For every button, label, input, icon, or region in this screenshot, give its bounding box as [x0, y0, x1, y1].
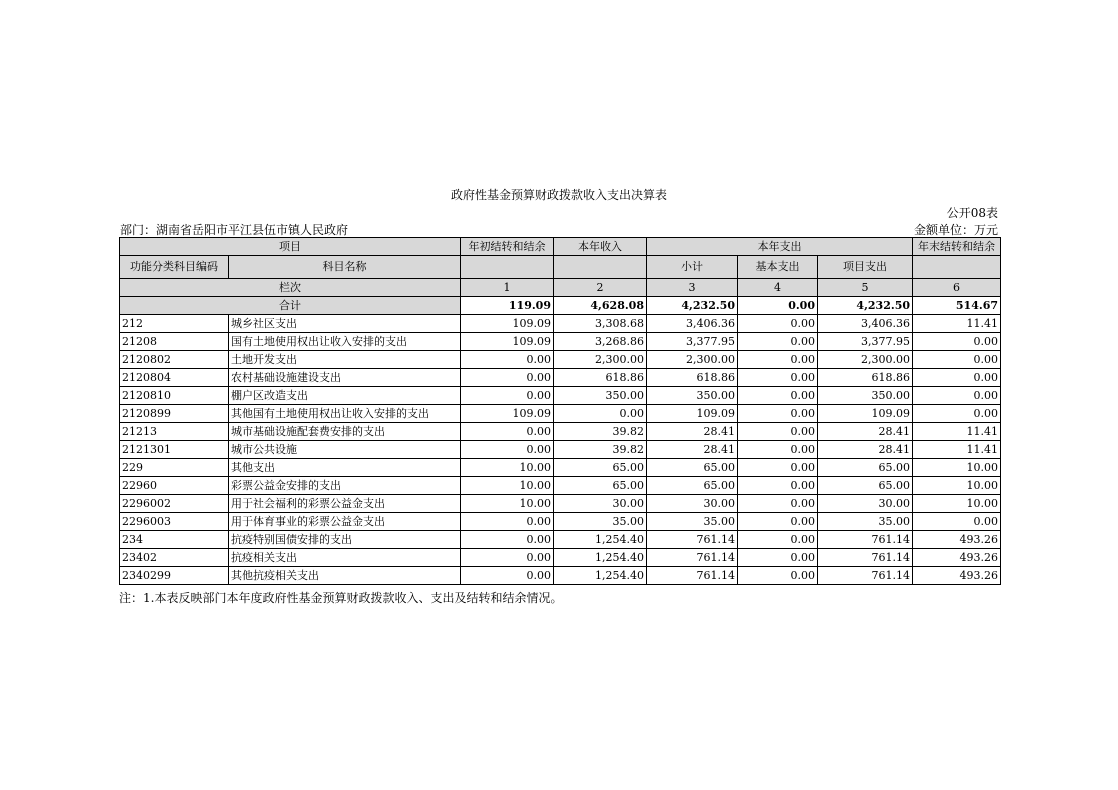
col-income: 本年收入 [554, 238, 647, 256]
row-value: 11.41 [913, 315, 1001, 333]
row-value: 493.26 [913, 567, 1001, 585]
total-label: 合计 [120, 297, 461, 315]
row-code: 2120804 [120, 369, 229, 387]
row-name: 其他国有土地使用权出让收入安排的支出 [229, 405, 461, 423]
row-value: 350.00 [647, 387, 738, 405]
row-name: 土地开发支出 [229, 351, 461, 369]
amount-unit-label: 金额单位：万元 [913, 223, 998, 237]
row-value: 0.00 [738, 459, 818, 477]
row-value: 761.14 [818, 531, 913, 549]
total-value: 119.09 [461, 297, 554, 315]
budget-table [119, 237, 1001, 585]
total-value: 0.00 [738, 297, 818, 315]
col-end-balance: 年末结转和结余 [913, 238, 1001, 256]
row-value: 0.00 [461, 423, 554, 441]
row-code: 2296003 [120, 513, 229, 531]
table-row [120, 423, 1001, 441]
row-code: 234 [120, 531, 229, 549]
row-code: 2121301 [120, 441, 229, 459]
row-value: 30.00 [554, 495, 647, 513]
row-value: 1,254.40 [554, 531, 647, 549]
row-value: 761.14 [818, 549, 913, 567]
row-value: 109.09 [647, 405, 738, 423]
row-value: 0.00 [738, 423, 818, 441]
row-value: 109.09 [461, 333, 554, 351]
table-row [120, 441, 1001, 459]
row-code: 2120810 [120, 387, 229, 405]
row-value: 10.00 [461, 459, 554, 477]
row-code: 2120899 [120, 405, 229, 423]
row-value: 10.00 [461, 477, 554, 495]
row-code: 21213 [120, 423, 229, 441]
row-value: 65.00 [647, 477, 738, 495]
row-value: 2,300.00 [647, 351, 738, 369]
row-code: 21208 [120, 333, 229, 351]
seq-number: 4 [738, 279, 818, 297]
row-value: 618.86 [554, 369, 647, 387]
report-title: 政府性基金预算财政拨款收入支出决算表 [450, 188, 667, 202]
row-value: 0.00 [913, 387, 1001, 405]
row-value: 35.00 [818, 513, 913, 531]
row-value: 3,377.95 [647, 333, 738, 351]
row-value: 0.00 [461, 369, 554, 387]
row-value: 10.00 [461, 495, 554, 513]
row-name: 彩票公益金安排的支出 [229, 477, 461, 495]
row-code: 2340299 [120, 567, 229, 585]
row-value: 0.00 [461, 351, 554, 369]
row-value: 0.00 [554, 405, 647, 423]
row-value: 0.00 [738, 477, 818, 495]
row-value: 65.00 [818, 477, 913, 495]
seq-number: 5 [818, 279, 913, 297]
row-value: 39.82 [554, 441, 647, 459]
row-value: 0.00 [461, 531, 554, 549]
table-row [120, 549, 1001, 567]
total-value: 4,232.50 [818, 297, 913, 315]
table-row [120, 495, 1001, 513]
row-value: 761.14 [647, 531, 738, 549]
row-value: 0.00 [738, 351, 818, 369]
row-code: 22960 [120, 477, 229, 495]
row-value: 109.09 [461, 315, 554, 333]
table-body [120, 315, 1001, 585]
seq-number: 6 [913, 279, 1001, 297]
row-name: 其他抗疫相关支出 [229, 567, 461, 585]
row-value: 0.00 [461, 387, 554, 405]
row-value: 10.00 [913, 459, 1001, 477]
row-value: 2,300.00 [554, 351, 647, 369]
row-value: 0.00 [738, 441, 818, 459]
table-row [120, 459, 1001, 477]
row-value: 761.14 [647, 549, 738, 567]
row-name: 城乡社区支出 [229, 315, 461, 333]
row-value: 3,308.68 [554, 315, 647, 333]
department-label: 部门：湖南省岳阳市平江县伍市镇人民政府 [120, 223, 349, 237]
row-value: 0.00 [461, 549, 554, 567]
row-value: 39.82 [554, 423, 647, 441]
row-value: 3,406.36 [647, 315, 738, 333]
col-begin-balance-sub [461, 256, 554, 279]
table-row [120, 387, 1001, 405]
table-row [120, 567, 1001, 585]
row-value: 28.41 [647, 423, 738, 441]
row-value: 65.00 [818, 459, 913, 477]
table-row [120, 405, 1001, 423]
row-value: 28.41 [818, 423, 913, 441]
row-name: 国有土地使用权出让收入安排的支出 [229, 333, 461, 351]
row-value: 761.14 [818, 567, 913, 585]
row-value: 618.86 [647, 369, 738, 387]
row-value: 493.26 [913, 549, 1001, 567]
col-project: 项目支出 [818, 256, 913, 279]
row-value: 0.00 [913, 405, 1001, 423]
form-number: 公开08表 [946, 206, 998, 220]
total-row [120, 297, 1001, 315]
table-row [120, 333, 1001, 351]
total-value: 4,628.08 [554, 297, 647, 315]
row-code: 23402 [120, 549, 229, 567]
table-row [120, 477, 1001, 495]
row-value: 0.00 [913, 513, 1001, 531]
table-row [120, 369, 1001, 387]
row-value: 0.00 [738, 369, 818, 387]
col-begin-balance: 年初结转和结余 [461, 238, 554, 256]
col-income-sub [554, 256, 647, 279]
total-value: 4,232.50 [647, 297, 738, 315]
row-value: 28.41 [818, 441, 913, 459]
row-value: 0.00 [461, 567, 554, 585]
footnote: 注：1.本表反映部门本年度政府性基金预算财政拨款收入、支出及结转和结余情况。 [119, 591, 563, 605]
row-name: 农村基础设施建设支出 [229, 369, 461, 387]
seq-number: 3 [647, 279, 738, 297]
row-name: 城市基础设施配套费安排的支出 [229, 423, 461, 441]
row-name: 棚户区改造支出 [229, 387, 461, 405]
row-value: 0.00 [738, 549, 818, 567]
row-value: 0.00 [738, 333, 818, 351]
table-row [120, 315, 1001, 333]
row-value: 0.00 [738, 387, 818, 405]
row-value: 0.00 [738, 405, 818, 423]
row-name: 城市公共设施 [229, 441, 461, 459]
col-expense: 本年支出 [647, 238, 913, 256]
row-code: 212 [120, 315, 229, 333]
row-code: 229 [120, 459, 229, 477]
row-value: 30.00 [818, 495, 913, 513]
row-value: 3,377.95 [818, 333, 913, 351]
col-code: 功能分类科目编码 [120, 256, 229, 279]
row-value: 761.14 [647, 567, 738, 585]
row-name: 抗疫特别国债安排的支出 [229, 531, 461, 549]
row-name: 用于社会福利的彩票公益金支出 [229, 495, 461, 513]
row-value: 0.00 [913, 369, 1001, 387]
total-value: 514.67 [913, 297, 1001, 315]
row-code: 2296002 [120, 495, 229, 513]
row-value: 0.00 [738, 513, 818, 531]
row-value: 1,254.40 [554, 567, 647, 585]
row-value: 493.26 [913, 531, 1001, 549]
row-name: 抗疫相关支出 [229, 549, 461, 567]
row-value: 10.00 [913, 495, 1001, 513]
row-code: 2120802 [120, 351, 229, 369]
col-item: 项目 [120, 238, 461, 256]
seq-label: 栏次 [120, 279, 461, 297]
row-value: 0.00 [913, 333, 1001, 351]
table-row [120, 351, 1001, 369]
row-value: 3,406.36 [818, 315, 913, 333]
row-value: 30.00 [647, 495, 738, 513]
row-value: 0.00 [461, 513, 554, 531]
row-value: 11.41 [913, 441, 1001, 459]
row-value: 11.41 [913, 423, 1001, 441]
row-value: 2,300.00 [818, 351, 913, 369]
row-value: 0.00 [913, 351, 1001, 369]
row-value: 35.00 [647, 513, 738, 531]
row-value: 65.00 [554, 459, 647, 477]
row-value: 0.00 [738, 567, 818, 585]
row-value: 0.00 [738, 495, 818, 513]
row-value: 618.86 [818, 369, 913, 387]
table-row [120, 513, 1001, 531]
col-end-balance-sub [913, 256, 1001, 279]
row-value: 3,268.86 [554, 333, 647, 351]
row-value: 0.00 [461, 441, 554, 459]
row-value: 65.00 [647, 459, 738, 477]
row-value: 65.00 [554, 477, 647, 495]
table-row [120, 531, 1001, 549]
row-value: 350.00 [554, 387, 647, 405]
row-value: 109.09 [461, 405, 554, 423]
row-value: 0.00 [738, 315, 818, 333]
row-name: 其他支出 [229, 459, 461, 477]
seq-number: 1 [461, 279, 554, 297]
col-name: 科目名称 [229, 256, 461, 279]
seq-number: 2 [554, 279, 647, 297]
col-subtotal: 小计 [647, 256, 738, 279]
row-value: 28.41 [647, 441, 738, 459]
row-name: 用于体育事业的彩票公益金支出 [229, 513, 461, 531]
row-value: 10.00 [913, 477, 1001, 495]
row-value: 1,254.40 [554, 549, 647, 567]
header-row-1 [120, 238, 1001, 256]
row-value: 109.09 [818, 405, 913, 423]
row-value: 35.00 [554, 513, 647, 531]
col-basic: 基本支出 [738, 256, 818, 279]
row-value: 350.00 [818, 387, 913, 405]
row-value: 0.00 [738, 531, 818, 549]
seq-row [120, 279, 1001, 297]
header-row-2 [120, 256, 1001, 279]
